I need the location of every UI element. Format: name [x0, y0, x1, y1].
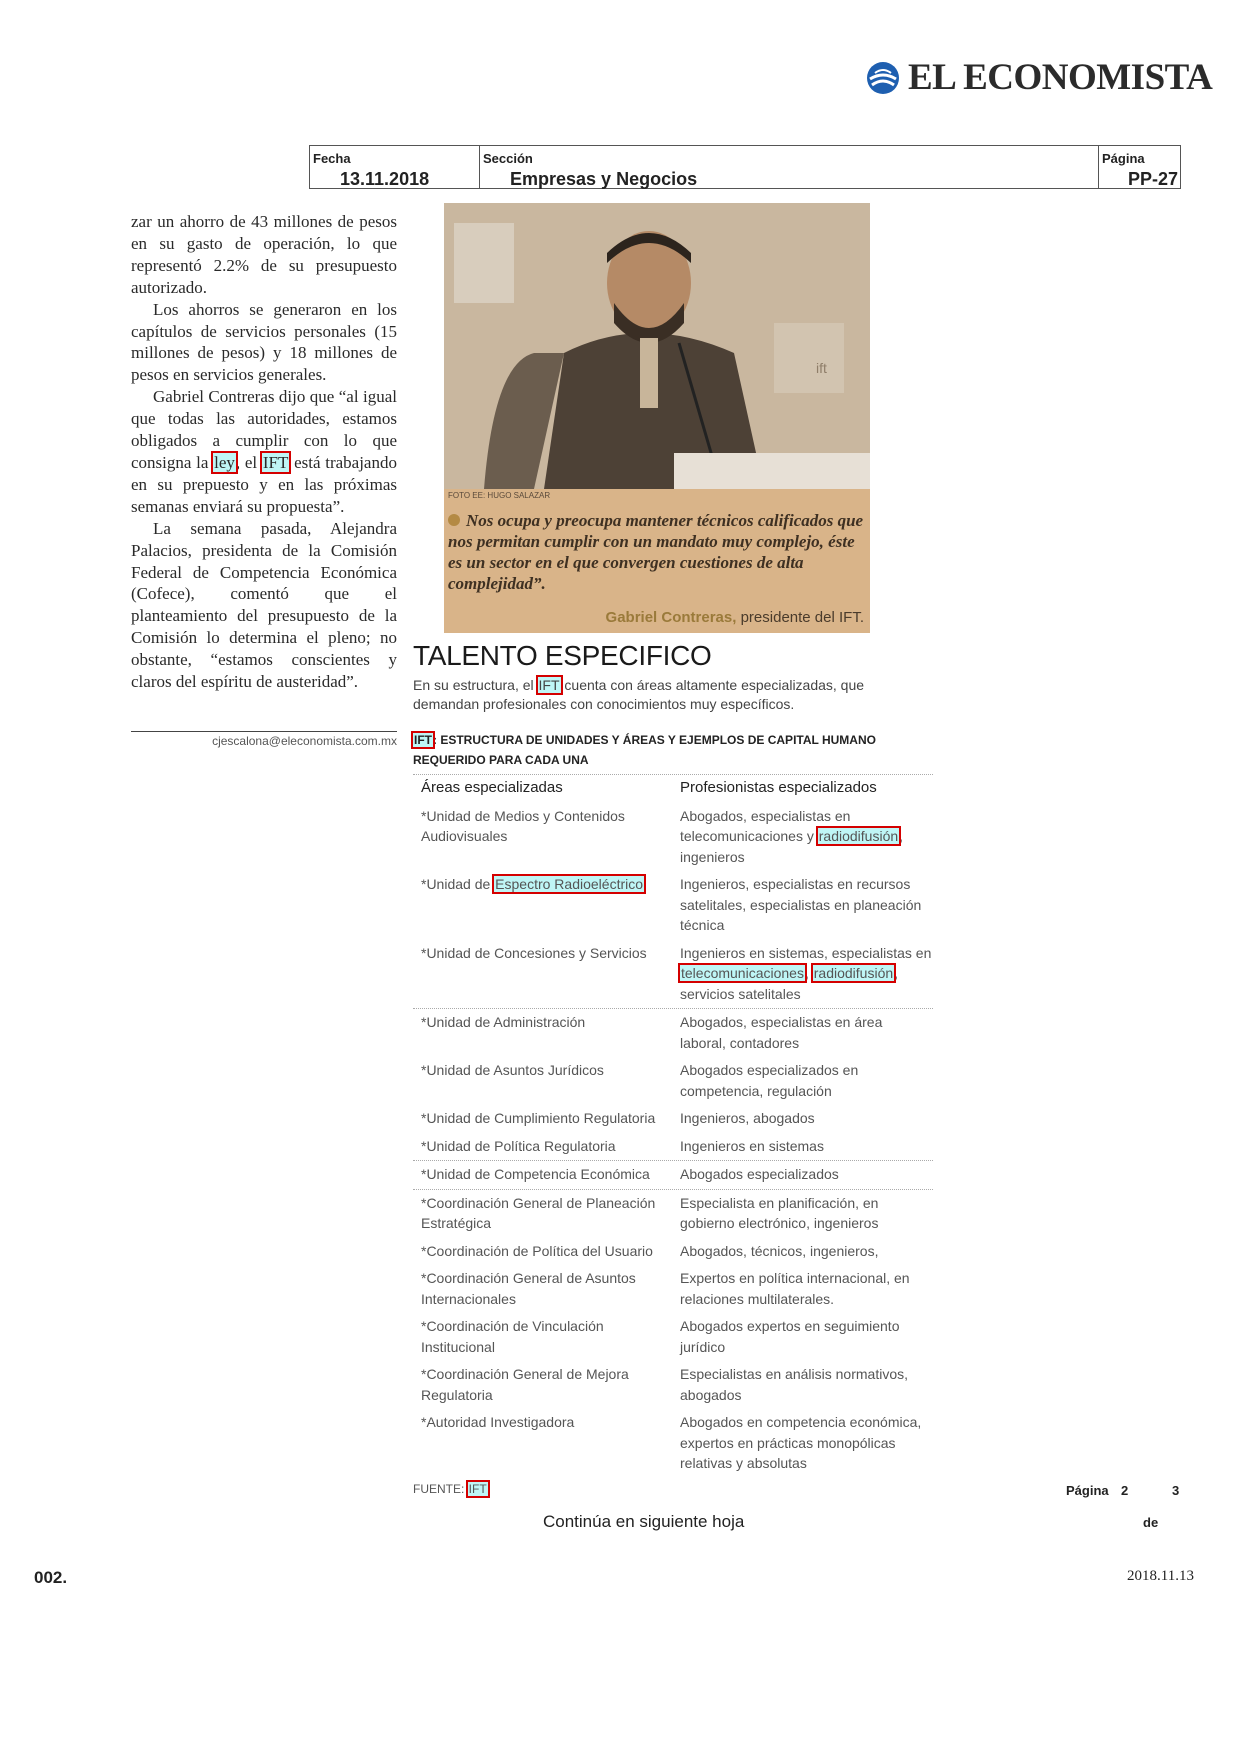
source-line	[413, 1482, 488, 1496]
photo-box	[444, 203, 870, 633]
seccion-label: Sección	[483, 151, 533, 166]
table-row	[413, 1409, 933, 1478]
fecha-label: Fecha	[313, 151, 351, 166]
logo-text: EL ECONOMISTA	[908, 57, 1213, 98]
highlight-ift: IFT	[468, 1482, 487, 1496]
table-row	[413, 1190, 933, 1238]
pagina-cell	[1099, 146, 1180, 188]
text-run: , ingenieros	[680, 828, 904, 865]
column-header-profesionistas: Profesionistas especializados	[680, 779, 877, 796]
table-row	[413, 1105, 933, 1133]
table-row	[413, 940, 933, 1010]
footer-de: de	[1143, 1515, 1159, 1530]
text-run: , el	[235, 452, 262, 472]
highlight-ift: IFT	[262, 452, 289, 472]
infographic-subtitle	[413, 730, 933, 770]
infographic-title: TALENTO ESPECIFICO	[413, 640, 712, 671]
area-cell: *Coordinación General de Mejora Regulatoria	[421, 1366, 629, 1403]
prof-cell: Expertos en política internacional, en relaciones multilaterales.	[680, 1270, 910, 1307]
table-row	[413, 1265, 933, 1313]
area-cell: *Unidad de Concesiones y Servicios	[421, 944, 647, 961]
prof-cell	[680, 806, 932, 868]
highlight-radiodifusion: radiodifusión	[818, 828, 899, 844]
article-paragraph: Los ahorros se generaron en los capítulos de servicios personales (15 millones de pesos) y 18 millones de pesos en servicios generales.	[131, 299, 397, 385]
table-row	[413, 1009, 933, 1057]
logo-swirl-icon	[866, 61, 900, 95]
photo-credit: FOTO EE: HUGO SALAZAR	[448, 491, 551, 500]
quote-icon	[448, 514, 460, 526]
prof-cell: Ingenieros, especialistas en recursos satelitales, especialistas en planeación técnica	[680, 876, 922, 933]
article-text	[131, 211, 397, 693]
table-row	[413, 1238, 933, 1266]
area-cell: *Unidad de Asuntos Jurídicos	[421, 1062, 604, 1078]
footer-pagina-label: Página	[1066, 1483, 1109, 1498]
prof-cell: Abogados, especialistas en área laboral, contadores	[680, 1014, 883, 1051]
footer-page-total: 3	[1172, 1483, 1180, 1498]
highlight-espectro: Espectro Radioeléctrico	[495, 876, 644, 892]
text-run: ,	[804, 965, 813, 981]
table-row	[413, 1361, 933, 1409]
seccion-value: Empresas y Negocios	[510, 169, 698, 189]
table-row	[413, 1313, 933, 1361]
text-run: *Unidad de	[421, 876, 495, 892]
article-paragraph	[131, 386, 397, 517]
text-run: cuenta con áreas altamente especializadas, que demandan profesionales con conocimientos muy específicos.	[413, 677, 865, 712]
text-run: : ESTRUCTURA DE UNIDADES Y ÁREAS Y EJEMPLOS DE CAPITAL HUMANO REQUERIDO PARA CADA UNA	[413, 733, 876, 767]
table-row	[413, 1057, 933, 1105]
table-row	[413, 871, 933, 940]
area-cell: *Coordinación General de Asuntos Internacionales	[421, 1270, 636, 1307]
area-cell: *Unidad de Administración	[421, 1014, 586, 1030]
masthead-logo	[866, 56, 1212, 99]
prof-cell: Ingenieros, abogados	[680, 1110, 815, 1126]
prof-cell: Especialistas en análisis normativos, abogados	[680, 1366, 908, 1403]
area-cell: *Coordinación de Política del Usuario	[421, 1242, 653, 1259]
area-cell: *Coordinación General de Planeación Estratégica	[421, 1194, 656, 1231]
prof-cell: Abogados especializados	[680, 1166, 839, 1182]
prof-cell	[680, 943, 932, 1005]
speaker-photo	[444, 203, 870, 489]
table-row	[413, 1133, 933, 1162]
pull-quote	[448, 510, 864, 594]
text-run: Abogados, especialistas en telecomunicaciones y	[680, 807, 851, 844]
infographic	[413, 640, 933, 1478]
svg-text:ift: ift	[816, 360, 827, 376]
header-table	[309, 145, 1181, 189]
column-header-areas: Áreas especializadas	[421, 779, 563, 796]
source-label: FUENTE:	[413, 1482, 468, 1496]
footer-date: 2018.11.13	[1127, 1568, 1194, 1584]
quote-text: Nos ocupa y preocupa mantener técnicos calificados que nos permitan cumplir con un mandato muy complejo, éste es un sector en el que convergen cuestiones de alta complejidad”.	[448, 511, 864, 593]
area-cell: *Unidad de Competencia Económica	[421, 1166, 650, 1182]
highlight-radiodifusion: radiodifusión	[813, 965, 894, 981]
highlight-ift: IFT	[414, 733, 432, 747]
seccion-cell	[480, 146, 1099, 188]
author-email: cjescalona@eleconomista.com.mx	[131, 731, 397, 748]
quote-attribution	[606, 609, 864, 626]
pagina-label: Página	[1102, 151, 1145, 166]
article-paragraph: La semana pasada, Alejandra Palacios, presidenta de la Comisión Federal de Competencia Económica (Cofece), comentó que el planteamiento del presupuesto de la Comisión lo determina el pleno; no obstante, “estamos conscientes y claros del espíritu de austeridad”.	[131, 518, 397, 692]
table-header-row	[413, 775, 933, 803]
prof-cell: Ingenieros en sistemas	[680, 1137, 824, 1154]
attribution-name: Gabriel Contreras,	[605, 609, 737, 626]
text-run: , servicios satelitales	[680, 965, 899, 1002]
table-row	[413, 1161, 933, 1190]
area-cell: *Unidad de Cumplimiento Regulatoria	[421, 1110, 656, 1126]
text-run: Ingenieros en sistemas, especialistas en	[680, 944, 932, 961]
text-run: Gabriel Contreras dijo que “al igual que todas las autoridades, estamos obligados a cumplir con lo que consigna la	[131, 387, 397, 472]
area-cell: *Autoridad Investigadora	[421, 1414, 575, 1430]
area-cell	[421, 874, 680, 936]
attribution-role: presidente del IFT.	[736, 609, 864, 626]
prof-cell: Abogados especializados en competencia, regulación	[680, 1062, 859, 1099]
prof-cell: Abogados en competencia económica, expertos en prácticas monopólicas relativas y absolutas	[680, 1414, 922, 1471]
text-run: En su estructura, el	[413, 677, 538, 693]
fecha-value: 13.11.2018	[340, 169, 430, 189]
highlight-ley: ley	[214, 452, 235, 472]
table-row	[413, 803, 933, 872]
prof-cell: Especialista en planificación, en gobierno electrónico, ingenieros	[680, 1194, 879, 1231]
areas-table	[413, 774, 933, 1478]
article-paragraph: zar un ahorro de 43 millones de pesos en su gasto de operación, lo que representó 2.2% de su presupuesto autorizado.	[131, 212, 397, 297]
highlight-ift: IFT	[538, 677, 560, 693]
text-run: está trabajando en su prepuesto y en las próximas semanas enviará su propuesta”.	[131, 452, 397, 516]
continued-note: Continúa en siguiente hoja	[543, 1512, 745, 1531]
prof-cell: Abogados expertos en seguimiento jurídico	[680, 1318, 900, 1355]
footer-page-number: 2	[1121, 1483, 1129, 1498]
area-cell: *Unidad de Política Regulatoria	[421, 1137, 616, 1154]
pagina-value: PP-27	[1127, 169, 1178, 189]
highlight-telecomunicaciones: telecomunicaciones	[681, 965, 804, 981]
prof-cell: Abogados, técnicos, ingenieros,	[680, 1242, 879, 1259]
area-cell: *Coordinación de Vinculación Institucional	[421, 1318, 604, 1355]
fecha-cell	[310, 146, 480, 188]
area-cell: *Unidad de Medios y Contenidos Audiovisuales	[421, 807, 625, 844]
infographic-intro	[413, 676, 883, 714]
speaker-illustration	[444, 203, 870, 489]
document-code: 002.	[34, 1568, 68, 1587]
